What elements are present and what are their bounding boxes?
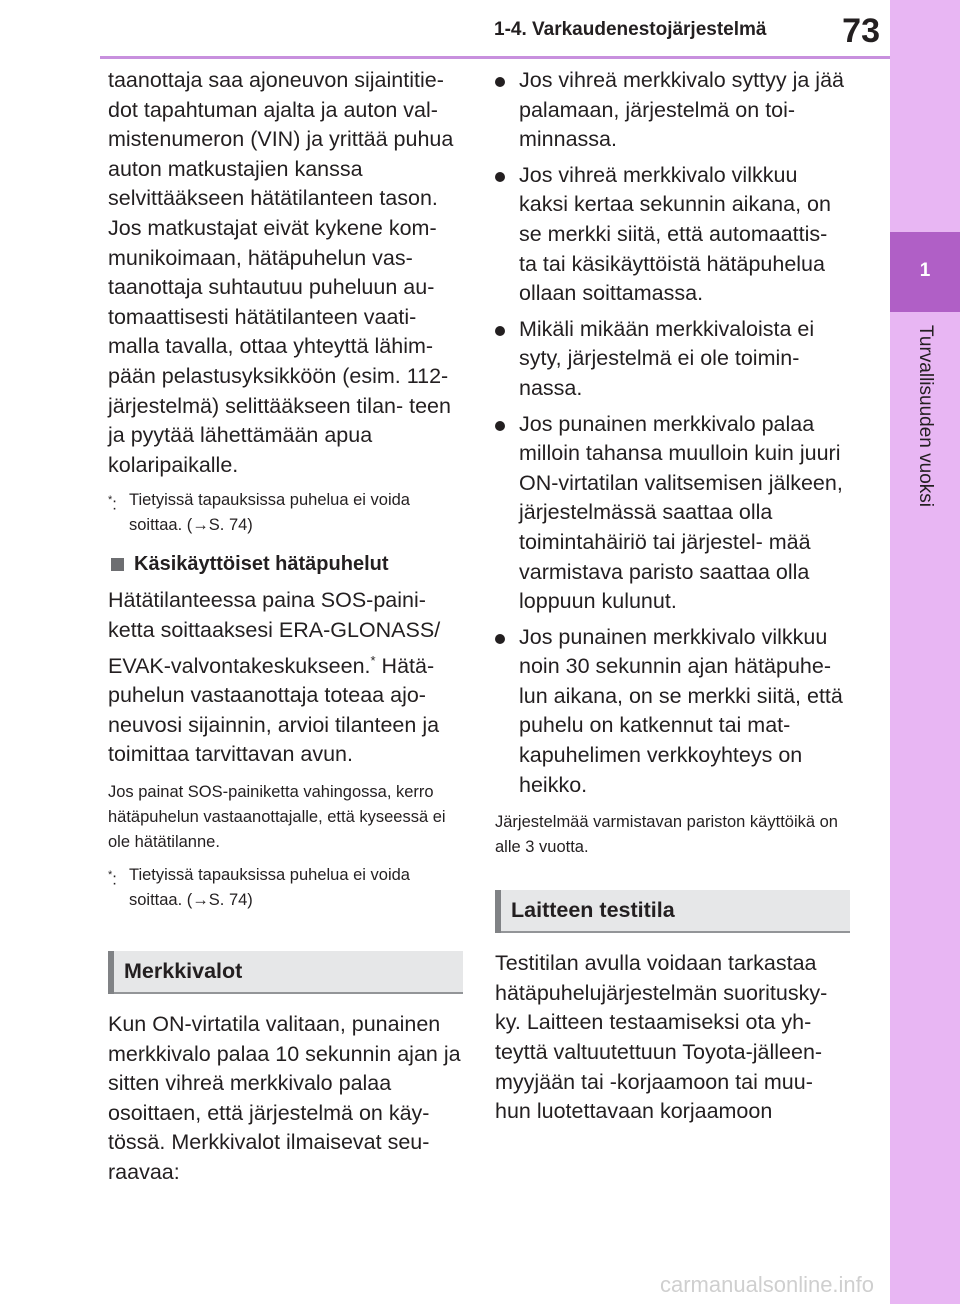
chapter-number: 1 [919,260,931,281]
list-item: Mikäli mikään merkkivaloista ei syty, järjestelmä ei ole toimin- nassa. [495,315,850,404]
footnote-reference: * [370,652,376,668]
bullet-icon [495,161,519,309]
battery-note: Järjestelmää varmistavan pariston käyttöikä on alle 3 vuotta. [495,813,838,857]
footnote [108,488,463,538]
list-item: Jos vihreä merkkivalo vilkkuu kaksi kertaa sekunnin aikana, on se merkki siitä, että automaattis- ta tai käsikäyttöistä hätäpuhelua ollaan soittamassa. [495,161,850,309]
list-item: Jos punainen merkkivalo palaa milloin tahansa muulloin kuin juuri ON-virtatilan valitsemisen jälkeen, järjestelmässä saattaa olla toimintahäiriö tai järjestel- mää varmistava paristo saattaa olla loppuun kulunut. [495,410,850,617]
section-heading-indicators: Merkkivalot [108,951,463,994]
accident-note: Jos painat SOS-painiketta vahingossa, kerro hätäpuhelun vastaanottajalle, että kyseessä ei ole hätätilanne. [108,783,446,852]
side-margin-strip [890,0,960,1304]
watermark: carmanualsonline.info [660,1272,875,1297]
square-bullet-icon [111,558,124,571]
section-heading-test-mode: Laitteen testitila [495,890,850,933]
footnote [108,863,463,913]
test-mode-paragraph: Testitilan avulla voidaan tarkastaa hätäpuhelujärjestelmän suoritusky- ky. Laitteen testaamiseksi ota yh- teyttä valtuutettuun Toyota-jälleen- myyjään tai -korjaamoon tai muu- hun luotettavaan korjaamoon [495,951,828,1124]
bullet-icon [495,315,519,404]
bullet-icon [495,623,519,801]
bullet-icon [495,66,519,155]
bullet-icon [495,410,519,617]
footnote-marker: *: [108,494,117,514]
chapter-label: Turvallisuuden vuoksi [915,325,936,507]
footnote-text: Tietyissä tapauksissa puhelua ei voida soittaa. (→S. 74) [129,491,410,535]
right-column [495,66,850,1127]
manual-call-paragraph: Hätätilanteessa paina SOS-paini- ketta soittaaksesi ERA-GLONASS/ EVAK-valvontakeskukseen.* Hätä- puhelun vastaanottaja toteaa ajo- neuvosi sijainnin, arvioi tilanteen ja toimittaa tarvittavan avun. [108,588,441,767]
footnote-marker: *: [108,869,117,889]
section-header-title: 1-4. Varkaudenestojärjestelmä [494,19,767,40]
header-divider [100,56,890,59]
indicators-paragraph: Kun ON-virtatila valitaan, punainen merkkivalo palaa 10 sekunnin ajan ja sitten vihreä merkkivalo palaa osoittaen, että järjestelmä on käy- tössä. Merkkivalot ilmaisevat seu- raavaa: [108,1012,461,1184]
subheading: Käsikäyttöiset hätäpuhelut [108,550,463,578]
list-item: Jos punainen merkkivalo vilkkuu noin 30 sekunnin ajan hätäpuhe- lun aikana, on se merkki siitä, että puhelu on katkennut tai mat- kapuhelimen verkkoyhteys on heikko. [495,623,850,801]
indicator-bullet-list [495,66,850,800]
page-number: 73 [842,12,880,50]
list-item: Jos vihreä merkkivalo syttyy ja jää palamaan, järjestelmä on toi- minnassa. [495,66,850,155]
intro-paragraph: taanottaja saa ajoneuvon sijaintitie- dot tapahtuman ajalta ja auton val- mistenumeron (VIN) ja yrittää puhua auton matkustajien kanssa selvittääkseen hätätilanteen tason. Jos matkustajat eivät kykene kom- munikoimaan, hätäpuhelun vas- taanottaja suhtautuu puheluun au- tomaattisesti hätätilanteen vaati- malla tavalla, ottaa yhteyttä lähim- pään pelastusyksikköön (esim. 112-järjestelmä) selittääkseen tilan- teen ja pyytää lähettämään apua kolaripaikalle. [108,68,454,477]
footnote-text: Tietyissä tapauksissa puhelua ei voida soittaa. (→S. 74) [129,866,410,910]
left-column [108,66,463,1188]
